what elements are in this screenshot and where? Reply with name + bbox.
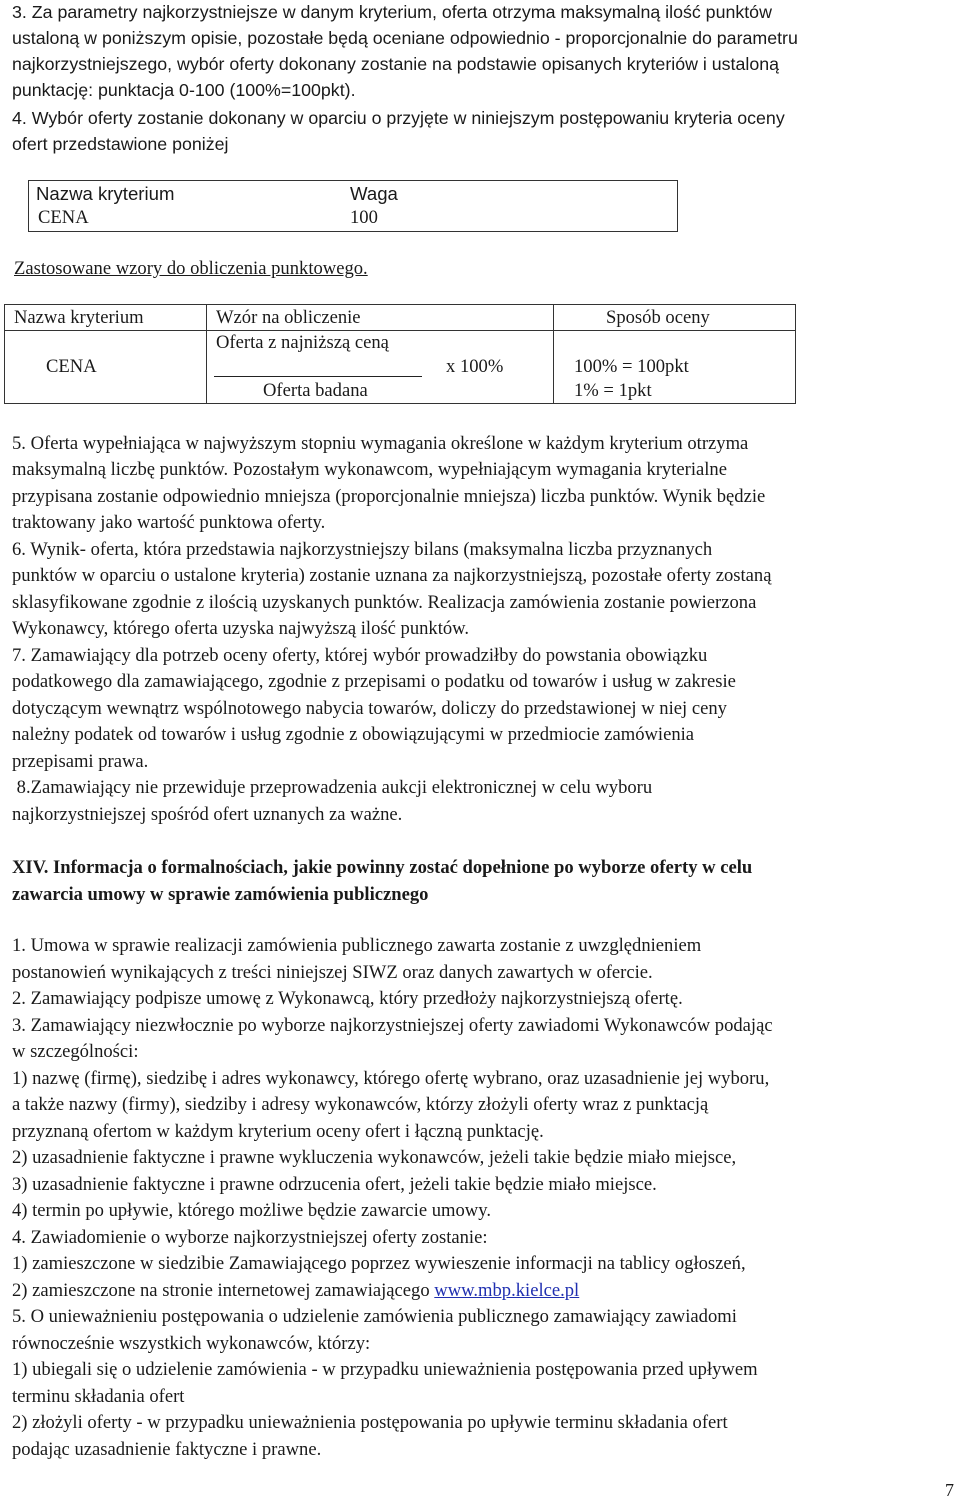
website-link[interactable]: www.mbp.kielce.pl bbox=[434, 1280, 580, 1301]
criteria-weight-value: 100 bbox=[350, 207, 378, 228]
xiv-line: 4) termin po upływie, którego możliwe będzie zawarcie umowy. bbox=[12, 1200, 491, 1221]
body-line: dotyczącym wewnątrz wspólnotowego nabycia towarów, doliczy do przedstawionej w niej ceny bbox=[12, 698, 727, 719]
xiv-link-line bbox=[12, 1279, 579, 1303]
body-line: najkorzystniejszej spośród ofert uznanych za ważne. bbox=[12, 804, 403, 825]
p3-line-1: 3. Za parametry najkorzystniejsze w danym kryterium, oferta otrzyma maksymalną ilość punktów bbox=[12, 2, 772, 22]
section-xiv-heading-1: XIV. Informacja o formalnościach, jakie powinny zostać dopełnione po wyborze oferty w celu bbox=[12, 857, 753, 878]
formula-denominator: Oferta badana bbox=[263, 380, 368, 401]
link-prefix: 2) zamieszczone na stronie internetowej zamawiającego bbox=[12, 1280, 435, 1301]
p4-line-1: 4. Wybór oferty zostanie dokonany w oparciu o przyjęte w niniejszym postępowaniu kryteria oceny bbox=[12, 108, 785, 128]
xiv-line: 3) uzasadnienie faktyczne i prawne odrzucenia ofert, jeżeli takie będzie miało miejsce. bbox=[12, 1174, 657, 1195]
body-line: należny podatek od towarów i usług zgodnie z obowiązującymi w przedmiocie zamówienia bbox=[12, 724, 695, 745]
formula-table-col-divider-2 bbox=[553, 304, 554, 404]
xiv-line: 1) nazwę (firmę), siedzibę i adres wykonawcy, którego ofertę wybrano, oraz uzasadnienie jej wyboru, bbox=[12, 1068, 770, 1089]
scoring-line-2: 1% = 1pkt bbox=[574, 380, 652, 401]
xiv-line: 2. Zamawiający podpisze umowę z Wykonawcą, który przedłoży najkorzystniejszą ofertę. bbox=[12, 988, 683, 1009]
xiv-line: 2) złożyli oferty - w przypadku unieważnienia postępowania po upływie terminu składania ofert bbox=[12, 1412, 728, 1433]
criteria-header-name: Nazwa kryterium bbox=[36, 183, 175, 204]
p4-line-2: ofert przedstawione poniżej bbox=[12, 134, 229, 154]
xiv-line: podając uzasadnienie faktyczne i prawne. bbox=[12, 1439, 322, 1460]
xiv-line: w szczególności: bbox=[12, 1041, 139, 1062]
formula-table-header-divider bbox=[4, 330, 796, 331]
fraction-bar bbox=[214, 376, 422, 377]
formula-header-formula: Wzór na obliczenie bbox=[216, 307, 361, 328]
criteria-header-weight: Waga bbox=[350, 183, 398, 204]
formula-table-col-divider-1 bbox=[206, 304, 207, 404]
scoring-line-1: 100% = 100pkt bbox=[574, 356, 689, 377]
xiv-line: 1) ubiegali się o udzielenie zamówienia - w przypadku unieważnienia postępowania przed upływem bbox=[12, 1359, 758, 1380]
body-line: 7. Zamawiający dla potrzeb oceny oferty, której wybór prowadziłby do powstania obowiązku bbox=[12, 645, 708, 666]
formula-multiplier: x 100% bbox=[446, 356, 504, 377]
xiv-line: równocześnie wszystkich wykonawców, którzy: bbox=[12, 1333, 371, 1354]
formula-header-scoring: Sposób oceny bbox=[606, 307, 710, 328]
criteria-name-cena: CENA bbox=[38, 207, 89, 228]
formula-header-name: Nazwa kryterium bbox=[14, 307, 144, 328]
xiv-line: 5. O unieważnieniu postępowania o udzielenie zamówienia publicznego zamawiający zawiadomi bbox=[12, 1306, 737, 1327]
p3-line-2: ustaloną w poniższym opisie, pozostałe będą oceniane odpowiednio - proporcjonalnie do parametru bbox=[12, 28, 798, 48]
body-line: Wykonawcy, którego oferta uzyska najwyższą ilość punktów. bbox=[12, 618, 470, 639]
body-line: traktowany jako wartość punktowa oferty. bbox=[12, 512, 326, 533]
xiv-line: przyznaną ofertom w każdym kryterium oceny ofert i łączną punktację. bbox=[12, 1121, 544, 1142]
xiv-line: 4. Zawiadomienie o wyborze najkorzystniejszej oferty zostanie: bbox=[12, 1227, 488, 1248]
xiv-line: 1) zamieszczone w siedzibie Zamawiającego poprzez wywieszenie informacji na tablicy ogłoszeń, bbox=[12, 1253, 746, 1274]
xiv-line: 3. Zamawiający niezwłocznie po wyborze najkorzystniejszej oferty zawiadomi Wykonawców podając bbox=[12, 1015, 773, 1036]
p3-line-4: punktację: punktacja 0-100 (100%=100pkt). bbox=[12, 80, 356, 100]
formula-numerator: Oferta z najniższą ceną bbox=[216, 332, 389, 353]
section-xiv-heading-2: zawarcia umowy w sprawie zamówienia publicznego bbox=[12, 884, 429, 905]
xiv-line: a także nazwy (firmy), siedziby i adresy wykonawców, którzy złożyli oferty wraz z punktacją bbox=[12, 1094, 709, 1115]
xiv-line: 2) uzasadnienie faktyczne i prawne wykluczenia wykonawców, jeżeli takie będzie miało miejsce, bbox=[12, 1147, 737, 1168]
body-line: punktów w oparciu o ustalone kryteria) zostanie uznana za najkorzystniejszą, pozostałe oferty zostaną bbox=[12, 565, 772, 586]
body-line: 8.Zamawiający nie przewiduje przeprowadzenia aukcji elektronicznej w celu wyboru bbox=[12, 777, 653, 798]
xiv-line: 1. Umowa w sprawie realizacji zamówienia publicznego zawarta zostanie z uwzględnieniem bbox=[12, 935, 702, 956]
body-line: sklasyfikowane zgodnie z ilością uzyskanych punktów. Realizacja zamówienia zostanie powierzona bbox=[12, 592, 757, 613]
p3-line-3: najkorzystniejszego, wybór oferty dokonany zostanie na podstawie opisanych kryteriów i ustaloną bbox=[12, 54, 779, 74]
body-line: 5. Oferta wypełniająca w najwyższym stopniu wymagania określone w każdym kryterium otrzyma bbox=[12, 433, 749, 454]
body-line: przypisana zostanie odpowiednio mniejsza (proporcjonalnie mniejsza) liczba punktów. Wynik będzie bbox=[12, 486, 766, 507]
formula-criterion: CENA bbox=[46, 356, 97, 377]
xiv-line: terminu składania ofert bbox=[12, 1386, 185, 1407]
xiv-line: postanowień wynikających z treści niniejszej SIWZ oraz danych zawartych w ofercie. bbox=[12, 962, 653, 983]
body-line: maksymalną liczbę punktów. Pozostałym wykonawcom, wypełniającym wymagania kryterialne bbox=[12, 459, 727, 480]
body-line: podatkowego dla zamawiającego, zgodnie z przepisami o podatku od towarów i usług w zakresie bbox=[12, 671, 736, 692]
formula-heading: Zastosowane wzory do obliczenia punktowego. bbox=[14, 258, 368, 279]
body-line: 6. Wynik- oferta, która przedstawia najkorzystniejszy bilans (maksymalna liczba przyznanych bbox=[12, 539, 713, 560]
page-number: 7 bbox=[945, 1480, 954, 1500]
body-line: przepisami prawa. bbox=[12, 751, 149, 772]
